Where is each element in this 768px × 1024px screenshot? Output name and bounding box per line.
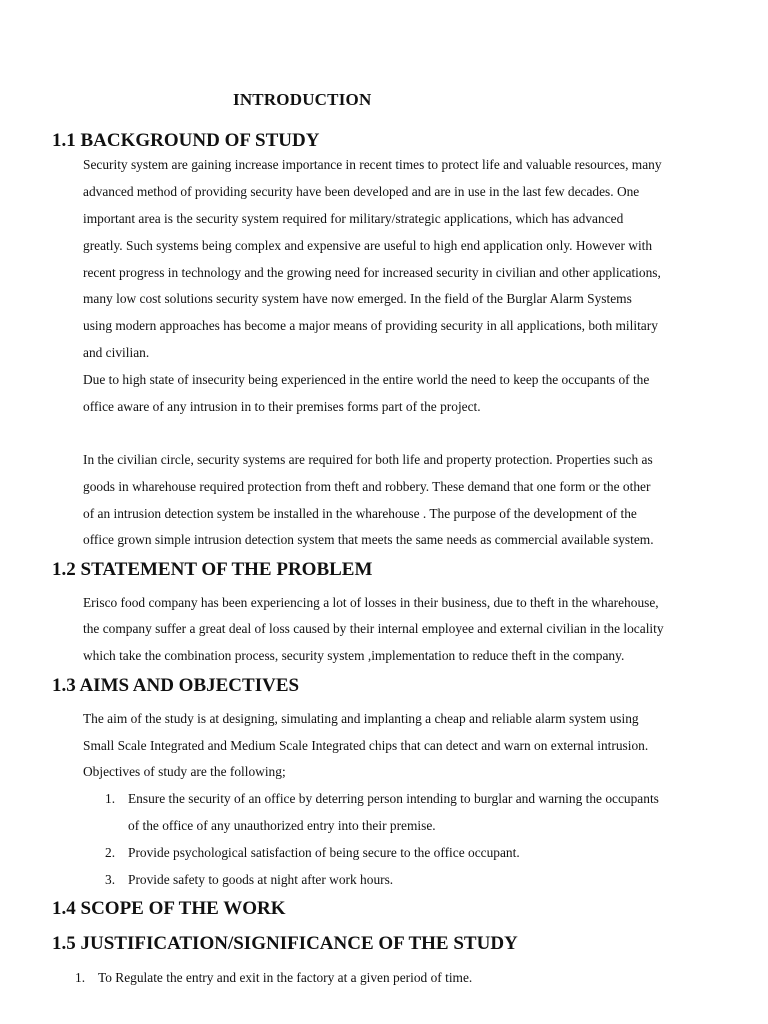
paragraph-line: Security system are gaining increase importance in recent times to protect life and valuable resources, many: [83, 157, 662, 172]
list-item-text: To Regulate the entry and exit in the factory at a given period of time.: [98, 970, 473, 985]
list-number: 3.: [105, 872, 116, 887]
paragraph-line: The aim of the study is at designing, simulating and implanting a cheap and reliable alarm system using: [83, 711, 639, 726]
document-title: INTRODUCTION: [233, 90, 372, 109]
paragraph-line: which take the combination process, security system ,implementation to reduce theft in the company.: [83, 648, 625, 663]
section-heading-justification: 1.5 JUSTIFICATION/SIGNIFICANCE OF THE STUDY: [52, 933, 518, 954]
paragraph-line: the company suffer a great deal of loss caused by their internal employee and external civilian in the locality: [83, 621, 664, 636]
paragraph-line: of an intrusion detection system be installed in the wharehouse . The purpose of the development of the: [83, 506, 637, 521]
section-heading-background: 1.1 BACKGROUND OF STUDY: [52, 130, 320, 151]
section-heading-aims: 1.3 AIMS AND OBJECTIVES: [52, 675, 300, 696]
paragraph-line: many low cost solutions security system have now emerged. In the field of the Burglar Alarm Systems: [83, 291, 632, 306]
list-item-text: Provide safety to goods at night after work hours.: [128, 872, 394, 887]
paragraph-line: goods in wharehouse required protection from theft and robbery. These demand that one form or the other: [83, 479, 651, 494]
paragraph-line: Objectives of study are the following;: [83, 764, 286, 779]
paragraph-line: office grown simple intrusion detection system that meets the same needs as commercial available system.: [83, 532, 654, 547]
paragraph-line: recent progress in technology and the growing need for increased security in civilian and other applications,: [83, 265, 661, 280]
list-number: 1.: [75, 970, 86, 985]
section-heading-scope: 1.4 SCOPE OF THE WORK: [52, 898, 286, 919]
paragraph-line: advanced method of providing security have been developed and are in use in the last few decades. One: [83, 184, 640, 199]
paragraph-line: Small Scale Integrated and Medium Scale Integrated chips that can detect and warn on external intrusion.: [83, 738, 649, 753]
paragraph-line: In the civilian circle, security systems are required for both life and property protection. Properties such as: [83, 452, 653, 467]
paragraph-line: Erisco food company has been experiencing a lot of losses in their business, due to theft in the wharehouse,: [83, 595, 659, 610]
paragraph-line: office aware of any intrusion in to their premises forms part of the project.: [83, 399, 481, 414]
paragraph-line: important area is the security system required for military/strategic applications, which has advanced: [83, 211, 624, 226]
paragraph-line: and civilian.: [83, 345, 150, 360]
list-item-text: of the office of any unauthorized entry into their premise.: [128, 818, 436, 833]
list-number: 1.: [105, 791, 116, 806]
list-item-text: Provide psychological satisfaction of being secure to the office occupant.: [128, 845, 520, 860]
section-heading-problem: 1.2 STATEMENT OF THE PROBLEM: [52, 559, 373, 580]
list-number: 2.: [105, 845, 116, 860]
paragraph-line: greatly. Such systems being complex and expensive are useful to high end application only. However with: [83, 238, 653, 253]
paragraph-line: Due to high state of insecurity being experienced in the entire world the need to keep the occupants of the: [83, 372, 650, 387]
paragraph-line: using modern approaches has become a major means of providing security in all applications, both military: [83, 318, 658, 333]
list-item-text: Ensure the security of an office by deterring person intending to burglar and warning the occupants: [128, 791, 659, 806]
